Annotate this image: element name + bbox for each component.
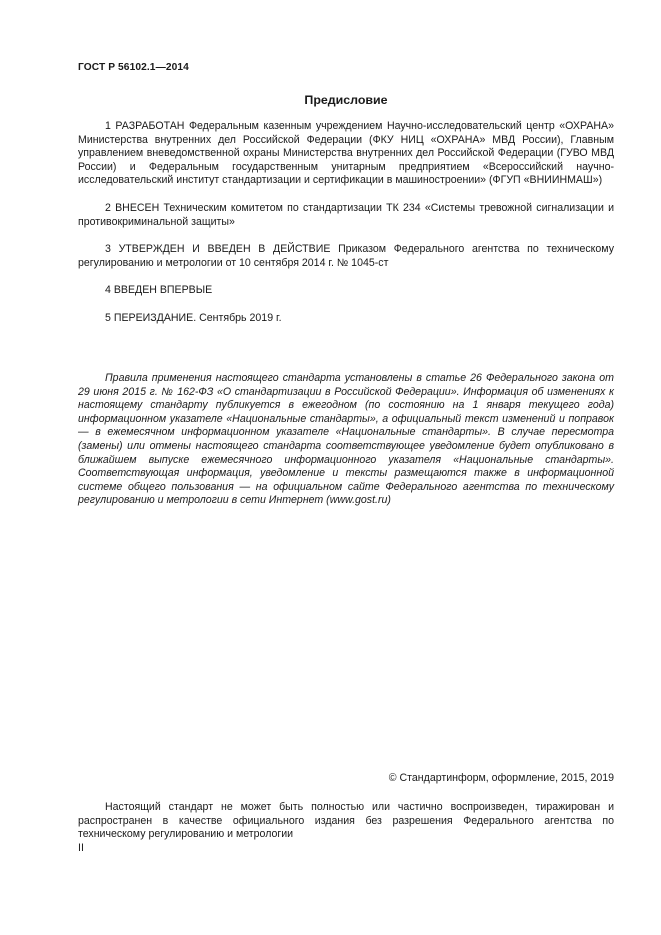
page-number: II [78,842,84,854]
page-title: Предисловие [304,93,388,107]
reproduction-notice: Настоящий стандарт не может быть полностью или частично воспроизведен, тиражирован и распространен в качестве официального издания без разрешения Федерального агентства по техническому регулированию и метрологии [78,801,614,841]
foreword-item-reissue: 5 ПЕРЕИЗДАНИЕ. Сентябрь 2019 г. [105,311,282,324]
foreword-item-approved: 3 УТВЕРЖДЕН И ВВЕДЕН В ДЕЙСТВИЕ Приказом Федерального агентства по техническому регулированию и метрологии от 10 сентября 2014 г. № 1045-ст [78,243,614,269]
foreword-item-first-introduced: 4 ВВЕДЕН ВПЕРВЫЕ [105,284,213,297]
foreword-items [78,120,614,326]
application-rules-notice: Правила применения настоящего стандарта установлены в статье 26 Федерального закона от 29 июня 2015 г. № 162-ФЗ «О стандартизации в Российской Федерации». Информация об изменениях к настоящему стандарту публикуется в ежегодном (по состоянию на 1 января текущего года) информационном указателе «Национальные стандарты», а официальный текст изменений и поправок — в ежемесячном информационном указателе «Национальные стандарты». В случае пересмотра (замены) или отмены настоящего стандарта соответствующее уведомление будет опубликовано в ближайшем выпуске ежемесячного информационного указателя «Национальные стандарты». Соответствующая информация, уведомление и тексты размещаются также в информационной системе общего пользования — на официальном сайте Федерального агентства по техническому регулированию и метрологии в сети Интернет (www.gost.ru) [78,372,614,507]
standard-code-header: ГОСТ Р 56102.1—2014 [78,62,189,73]
copyright-line: © Стандартинформ, оформление, 2015, 2019 [388,772,614,784]
foreword-item-introduced: 2 ВНЕСЕН Техническим комитетом по стандартизации ТК 234 «Системы тревожной сигнализации и противокриминальной защиты» [78,201,614,228]
foreword-item-developed: 1 РАЗРАБОТАН Федеральным казенным учреждением Научно-исследовательский центр «ОХРАНА» Министерства внутренних дел Российской Федерации (ФКУ НИЦ «ОХРАНА» МВД России), Главным управлением вневедомственной охраны Министерства внутренних дел Российской Федерации (ГУВО МВД России) и Федеральным государственным унитарным предприятием «Всероссийский научно-исследовательский институт стандартизации и сертификации в машиностроении» (ФГУП «ВНИИНМАШ») [78,120,614,187]
